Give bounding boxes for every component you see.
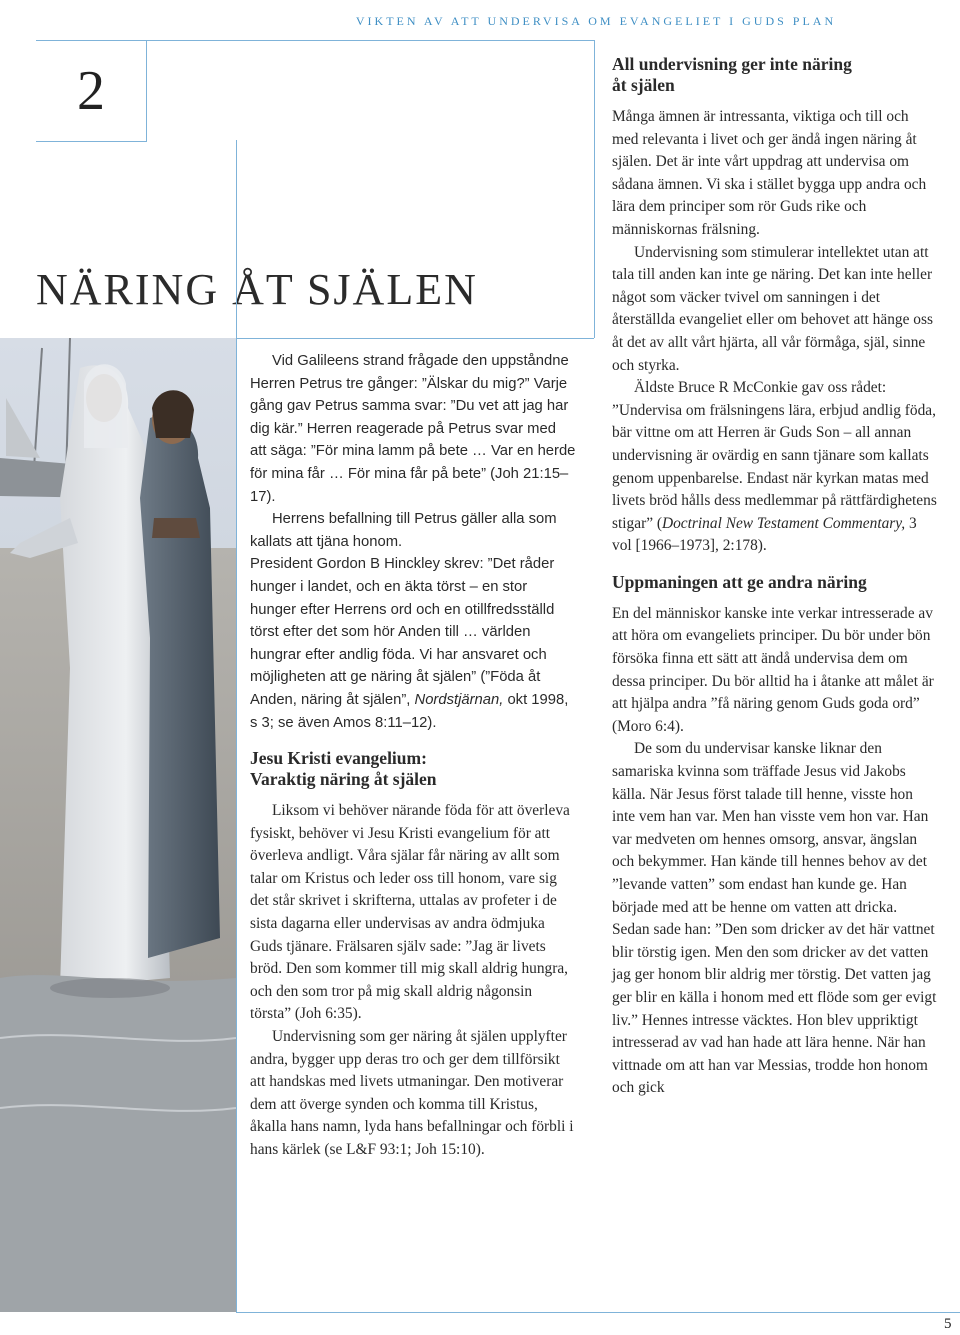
heading-line-1: All undervisning ger inte näring [612, 54, 852, 74]
citation-commentary: Doctrinal New Testament Commentary, [662, 514, 906, 532]
right-column [612, 54, 938, 1100]
page-number: 5 [944, 1316, 952, 1332]
citation-rest: 3 vol [1966–1973], 2:178). [612, 514, 917, 555]
paragraph-nourishment: Liksom vi behöver närande föda för att överleva fysiskt, behöver vi Jesu Kristi evangelium för att överleva andligt. Våra själar får näring av allt som talar om Kristus och leder oss till honom, vare sig det står skrivet i skrifterna, uttalas av profeter i de sista dagarna eller undervisas av andra ödmjuka Guds tjänare. Frälsaren själv sade: ”Jag är livets bröd. Den som kommer till mig skall aldrig hungra, och den som tror på mig skall aldrig någonsin törsta” (Joh 6:35). [250, 802, 570, 1023]
intro-paragraph-2: Herrens befallning till Petrus gäller alla som kallats att tjäna honom. [250, 511, 557, 550]
middle-column [250, 350, 576, 1162]
column-divider-rule [236, 140, 237, 1312]
citation-rest: okt 1998, s 3; se även Amos 8:11–12). [250, 691, 569, 731]
section-heading-evangelium [250, 748, 576, 790]
intro-paragraph-1: Vid Galileens strand frågade den uppståndne Herren Petrus tre gånger: ”Älskar du mig?” Varje gång gav Petrus samma svar: ”Du vet att jag har dig kär.” Herren reagerade på Petrus svar med att säga: ”För mina lamm på bete … Var en herde för mina får … För mina får på bete” (Joh 21:15–17). [250, 353, 576, 505]
chapter-number: 2 [36, 40, 147, 142]
paragraph-teaching: Undervisning som ger näring åt själen upplyfter andra, bygger upp deras tro och ger dem tillförsikt att handskas med livets utmaningar. Den motiverar dem att överge synden och komma till Kristus, åkalla hans namn, lyda hans befallningar och förbli i hans kärlek (se L&F 93:1; Joh 15:10). [250, 1028, 574, 1158]
section-heading-not-all-teaching [612, 54, 938, 96]
heading-line-2: Varaktig näring åt själen [250, 769, 437, 790]
quote-hinckley: President Gordon B Hinckley skrev: ”Det råder hunger i landet, och en äkta törst – en stor hunger efter Herrens ord och en otillfredsställd törst efter det som hör Anden till … världen hungrar efter andlig föda. Vi har ansvaret och möjligheten att ge näring åt själen” (”Föda åt Anden, näring åt själen”, [250, 556, 555, 708]
running-head: VIKTEN AV ATT UNDERVISA OM EVANGELIET I GUDS PLAN [355, 14, 837, 28]
jesus-and-peter-illustration [0, 338, 236, 1312]
intro-paragraph-3 [250, 553, 576, 734]
section-heading-uppmaningen: Uppmaningen att ge andra näring [612, 571, 867, 592]
paragraph-intellect: Undervisning som stimulerar intellektet utan att tala till anden kan inte ge näring. Det kan inte heller något som väcker tvivel om sanningen i det återställda evangeliet eller om behovet att hänge oss åt det av allt vårt hjärta, all vår förmåga, själ, sinne och styrka. [612, 243, 933, 374]
illustration-image [0, 338, 236, 1312]
page-title: NÄRING ÅT SJÄLEN [36, 265, 478, 314]
intro-text [250, 350, 576, 734]
quote-mcconkie: Äldste Bruce R McConkie gav oss rådet: ”Undervisa om frälsningens lära, erbjud andlig föda, bär vittne om att Herren är Guds Son – all annan undervisning är ovärdig en sann tjänare som kallats genom uppenbarelse. Endast när kyrkan matas med livets bröd hålls dess medlemmar på rättfärdighetens stigar” ( [612, 379, 937, 532]
paragraph-topics: Många ämnen är intressanta, viktiga och till och med relevanta i livet och ger ändå ingen näring åt själen. Det är inte vårt uppdrag att undervisa om sådana ämnen. Vi ska i stället bygga upp andra och lära dem principer som rör Guds rike och människornas frälsning. [612, 108, 927, 238]
bottom-rule [236, 1312, 960, 1313]
heading-line-2: åt själen [612, 75, 675, 95]
paragraph-interest: En del människor kanske inte verkar intresserade av att höra om evangeliets principer. Du bör under bön försöka finna ett sätt att ändå undervisa dem om dessa principer. Du bör alltid ha i åtanke att målet är att hjälpa andra ”få näring genom Guds goda ord” (Moro 6:4). [612, 604, 934, 735]
citation-nordstjarnan: Nordstjärnan, [414, 691, 504, 708]
heading-line-1: Jesu Kristi evangelium: [250, 748, 427, 769]
paragraph-samaritan: De som du undervisar kanske liknar den samariska kvinna som träffade Jesus vid Jakobs källa. När Jesus först talade till henne, visste hon inte vem han var. Men han visste vem hon var. Han var medveten om hennes omsorg, ansvar, ängslan och bekymmer. Han kände till hennes behov av det ”levande vatten” som endast han kunde ge. Han började med att be henne om vatten att dricka. Sedan sade han: ”Den som dricker av det här vattnet blir törstig igen. Men den som dricker av det vatten jag ger honom blir aldrig mer törstig. Det vatten jag ger blir en källa i honom med ett flöde som ger evigt liv.” Hennes intresse väcktes. Hon blev uppriktigt intresserad av vad han hade att lära henne. När han vittnade om att han var Messias, trodde hon honom och gick [612, 740, 937, 1097]
paragraph-mcconkie [612, 377, 938, 558]
